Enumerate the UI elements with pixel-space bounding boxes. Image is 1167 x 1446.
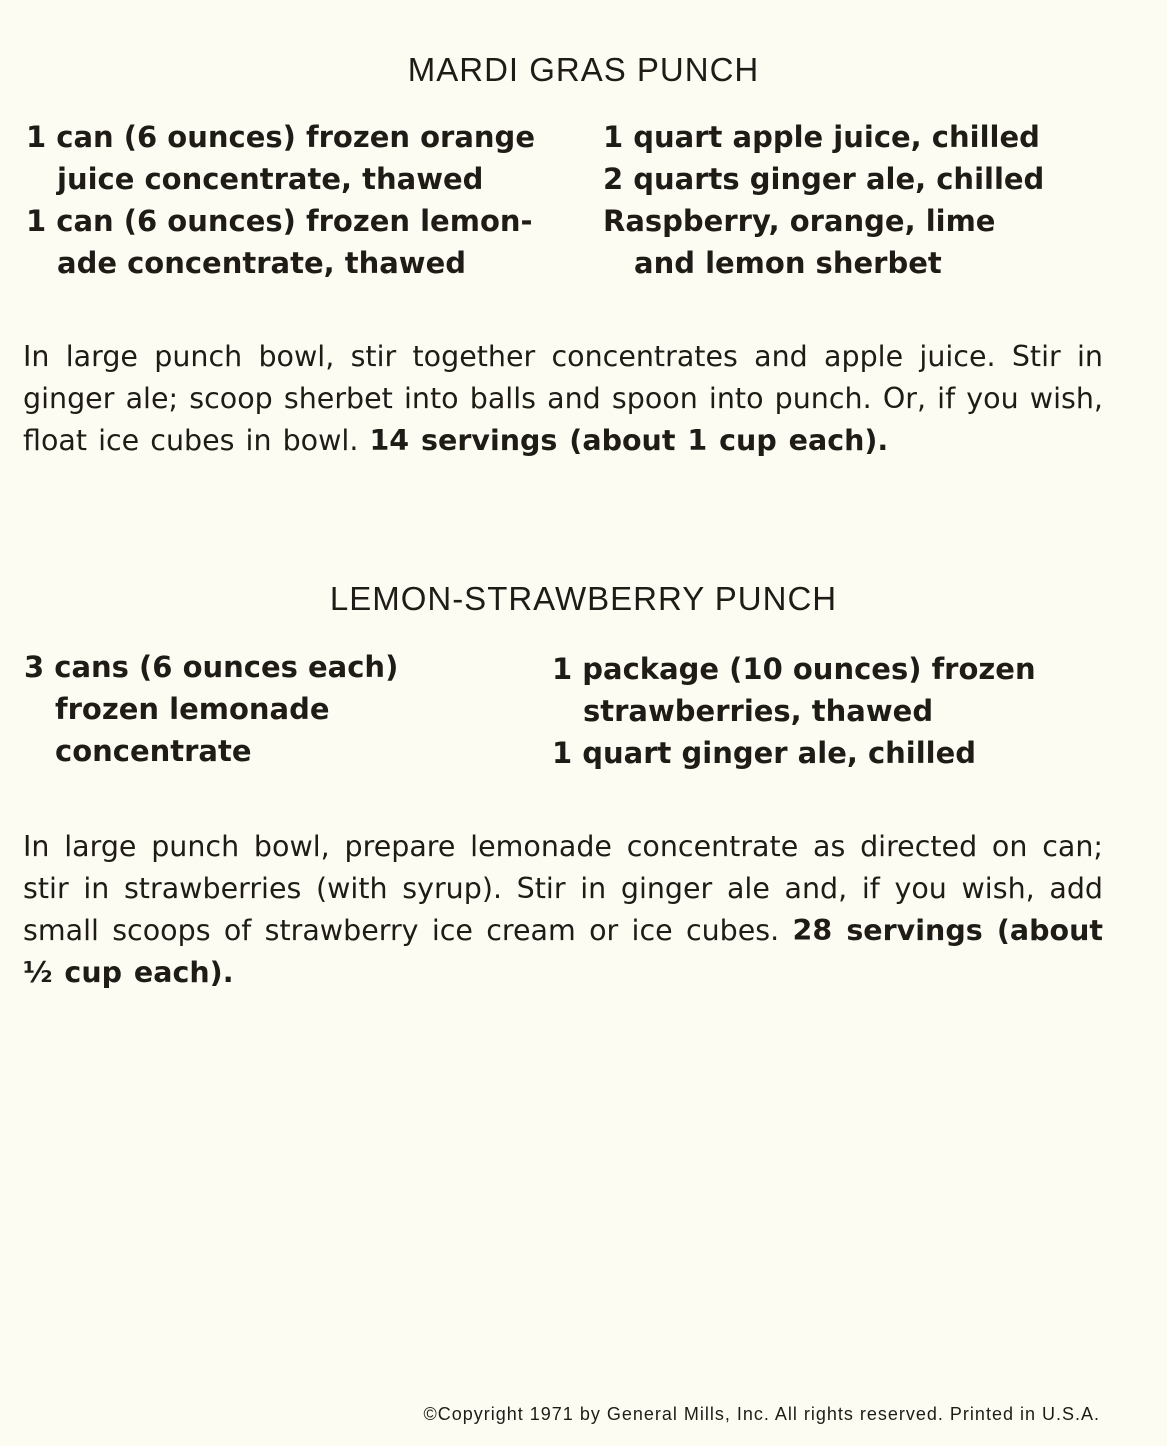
copyright-notice: ©Copyright 1971 by General Mills, Inc. All rights reserved. Printed in U.S.A. (423, 1404, 1100, 1424)
ingredient-item: 1 can (6 ounces) frozen orange juice concentrate, thawed (26, 120, 535, 196)
servings-text: 28 servings (about ½ cup each). (23, 914, 1103, 989)
ingredient-item: 1 quart apple juice, chilled (603, 120, 1040, 154)
method-text: In large punch bowl, stir together concentrates and apple juice. Stir in ginger ale; scoop sherbet into balls and spoon into punch. Or, if you wish, float ice cubes in bowl. (23, 340, 1103, 457)
ingredient-item: Raspberry, orange, lime and lemon sherbet (603, 204, 996, 280)
ingredients-left-column (24, 646, 524, 772)
servings-text: 14 servings (about 1 cup each). (369, 424, 889, 457)
ingredient-item: 1 quart ginger ale, chilled (552, 736, 977, 770)
recipe-method-lemon-strawberry-punch (23, 826, 1103, 994)
ingredient-item: 3 cans (6 ounces each) frozen lemonade concentrate (24, 650, 399, 768)
recipe-title-mardi-gras-punch: MARDI GRAS PUNCH (407, 51, 760, 88)
ingredient-item: 2 quarts ginger ale, chilled (603, 162, 1045, 196)
ingredients-right-column (552, 648, 1112, 774)
recipe-title-lemon-strawberry-punch: LEMON-STRAWBERRY PUNCH (329, 580, 838, 617)
ingredients-left-column (26, 116, 586, 284)
recipe-method-mardi-gras-punch (23, 336, 1103, 462)
ingredient-item: 1 can (6 ounces) frozen lemon- ade concentrate, thawed (26, 204, 533, 280)
ingredient-item: 1 package (10 ounces) frozen strawberries, thawed (552, 652, 1036, 728)
ingredients-right-column (603, 116, 1123, 284)
method-text: In large punch bowl, prepare lemonade concentrate as directed on can; stir in strawberries (with syrup). Stir in ginger ale and, if you wish, add small scoops of strawberry ice cream or ice cubes. (23, 830, 1103, 947)
